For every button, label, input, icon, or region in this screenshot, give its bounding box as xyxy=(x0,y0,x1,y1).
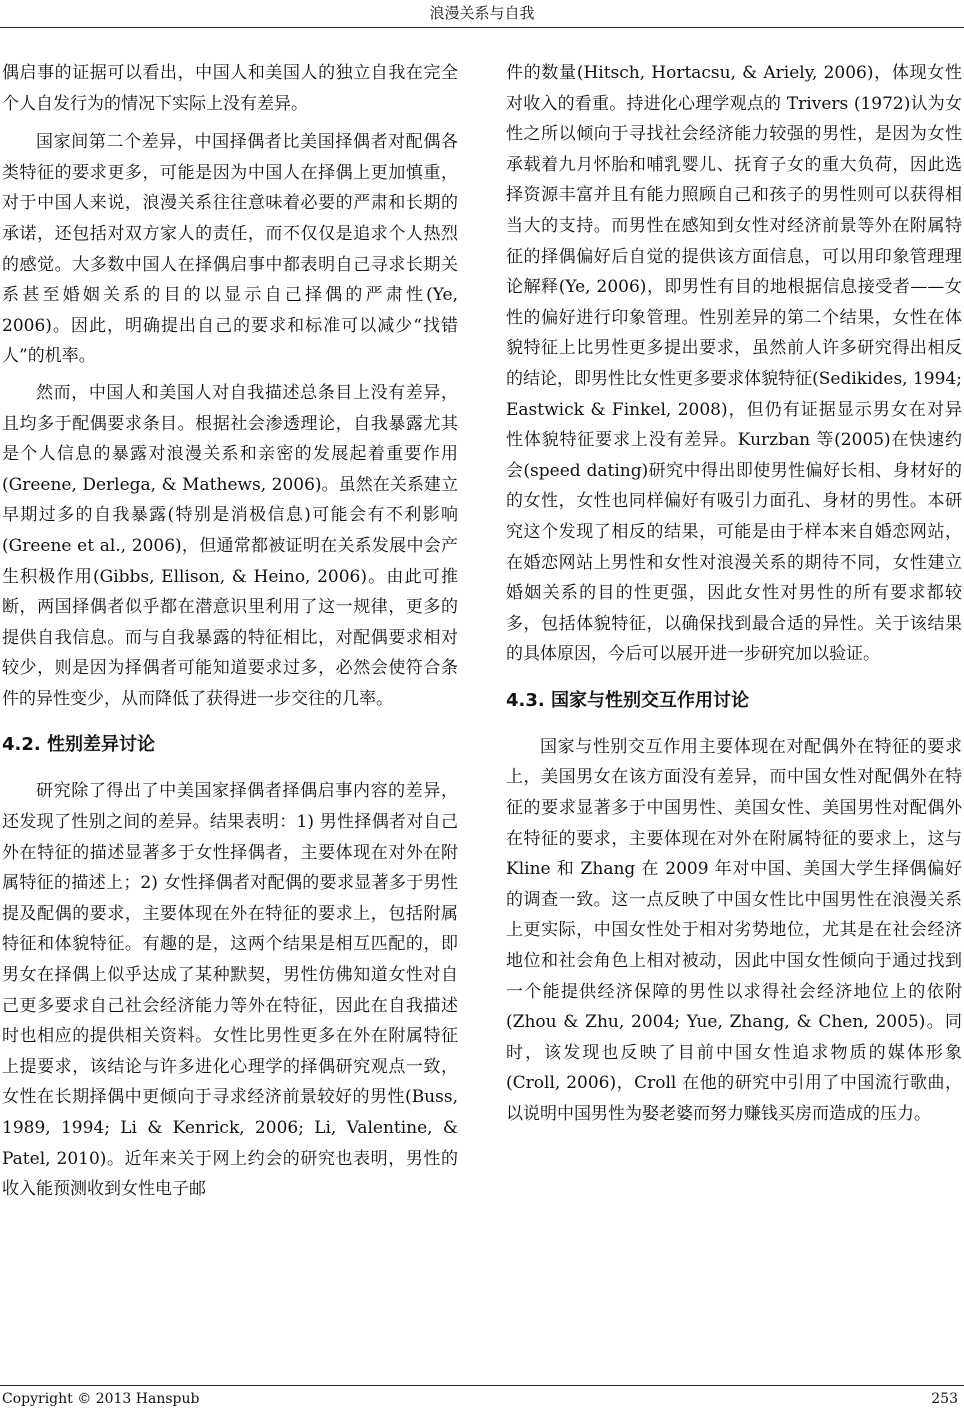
page-number: 253 xyxy=(931,1391,958,1407)
copyright-notice: Copyright © 2013 Hanspub xyxy=(2,1391,200,1407)
paragraph: 国家与性别交互作用主要体现在对配偶外在特征的要求上，美国男女在该方面没有差异，而中国女性对配偶外在特征的要求显著多于中国男性、美国女性、美国男性对配偶外在特征的要求，主要体现在对外在附属特征的要求上，这与 Kline 和 Zhang 在 2009 年对中国、美国大学生择偶偏好的调查一致。这一点反映了中国女性比中国男性在浪漫关系上更实际，中国女性处于相对劣势地位，尤其是在社会经济地位和社会角色上相对被动，因此中国女性倾向于通过找到一个能提供经济保障的男性以求得社会经济地位上的依附(Zhou & Zhu, 2004; Yue, Zhang, & Chen, 2005)。同时，该发现也反映了目前中国女性追求物质的媒体形象(Croll, 2006)，Croll 在他的研究中引用了中国流行歌曲，以说明中国男性为娶老婆而努力赚钱买房而造成的压力。 xyxy=(506,736,962,1124)
left-column xyxy=(2,58,458,1205)
section-heading-4-2: 4.2. 性别差异讨论 xyxy=(2,734,155,756)
section-heading-4-3: 4.3. 国家与性别交互作用讨论 xyxy=(506,689,749,711)
paragraph: 偶启事的证据可以看出，中国人和美国人的独立自我在完全个人自发行为的情况下实际上没有差异。 xyxy=(2,63,458,114)
paragraph: 国家间第二个差异，中国择偶者比美国择偶者对配偶各类特征的要求更多，可能是因为中国人在择偶上更加慎重，对于中国人来说，浪漫关系往往意味着必要的严肃和长期的承诺，还包括对双方家人的责任，而不仅仅是追求个人热烈的感觉。大多数中国人在择偶启事中都表明自己寻求长期关系甚至婚姻关系的目的以显示自己择偶的严肃性(Ye, 2006)。因此，明确提出自己的要求和标准可以减少“找错人”的机率。 xyxy=(2,132,458,367)
running-header: 浪漫关系与自我 xyxy=(429,4,535,22)
header-rule xyxy=(0,27,964,28)
paragraph: 研究除了得出了中美国家择偶者择偶启事内容的差异，还发现了性别之间的差异。结果表明：1) 男性择偶者对自己外在特征的描述显著多于女性择偶者，主要体现在对外在附属特征的描述上；2) 女性择偶者对配偶的要求显著多于男性提及配偶的要求，主要体现在外在特征的要求上，包括附属特征和体貌特征。有趣的是，这两个结果是相互匹配的，即男女在择偶上似乎达成了某种默契，男性仿佛知道女性对自己更多要求自己社会经济能力等外在特征，因此在自我描述时也相应的提供相关资料。女性比男性更多在外在附属特征上提要求，该结论与许多进化心理学的择偶研究观点一致，女性在长期择偶中更倾向于寻求经济前景较好的男性(Buss, 1989, 1994; Li & Kenrick, 2006; Li, Valentine, & Patel, 2010)。近年来关于网上约会的研究也表明，男性的收入能预测收到女性电子邮 xyxy=(2,781,458,1200)
footer-rule xyxy=(0,1385,964,1386)
paragraph: 然而，中国人和美国人对自我描述总条目上没有差异，且均多于配偶要求条目。根据社会渗透理论，自我暴露尤其是个人信息的暴露对浪漫关系和亲密的发展起着重要作用(Greene, Derlega, & Mathews, 2006)。虽然在关系建立早期过多的自我暴露(特别是消极信息)可能会有不利影响(Greene et al., 2006)，但通常都被证明在关系发展中会产生积极作用(Gibbs, Ellison, & Heino, 2006)。由此可推断，两国择偶者似乎都在潜意识里利用了这一规律，更多的提供自我信息。而与自我暴露的特征相比，对配偶要求相对较少，则是因为择偶者可能知道要求过多，必然会使符合条件的异性变少，从而降低了获得进一步交往的几率。 xyxy=(2,382,458,709)
right-column xyxy=(506,58,962,1130)
paragraph: 件的数量(Hitsch, Hortacsu, & Ariely, 2006)，体现女性对收入的看重。持进化心理学观点的 Trivers (1972)认为女性之所以倾向于寻找社会经济能力较强的男性，是因为女性承载着九月怀胎和哺乳婴儿、抚育子女的重大负荷，因此选择资源丰富并且有能力照顾自己和孩子的男性则可以获得相当大的支持。而男性在感知到女性对经济前景等外在附属特征的择偶偏好后自觉的提供该方面信息，可以用印象管理理论解释(Ye, 2006)，即男性有目的地根据信息接受者——女性的偏好进行印象管理。性别差异的第二个结果，女性在体貌特征上比男性更多提出要求，虽然前人许多研究得出相反的结论，即男性比女性更多要求体貌特征(Sedikides, 1994; Eastwick & Finkel, 2008)，但仍有证据显示男女在对异性体貌特征要求上没有差异。Kurzban 等(2005)在快速约会(speed dating)研究中得出即使男性偏好长相、身材好的的女性，女性也同样偏好有吸引力面孔、身材的男性。本研究这个发现了相反的结果，可能是由于样本来自婚恋网站，在婚恋网站上男性和女性对浪漫关系的期待不同，女性建立婚姻关系的目的性更强，因此女性对男性的所有要求都较多，包括体貌特征，以确保找到最合适的异性。关于该结果的具体原因，今后可以展开进一步研究加以验证。 xyxy=(506,63,962,665)
